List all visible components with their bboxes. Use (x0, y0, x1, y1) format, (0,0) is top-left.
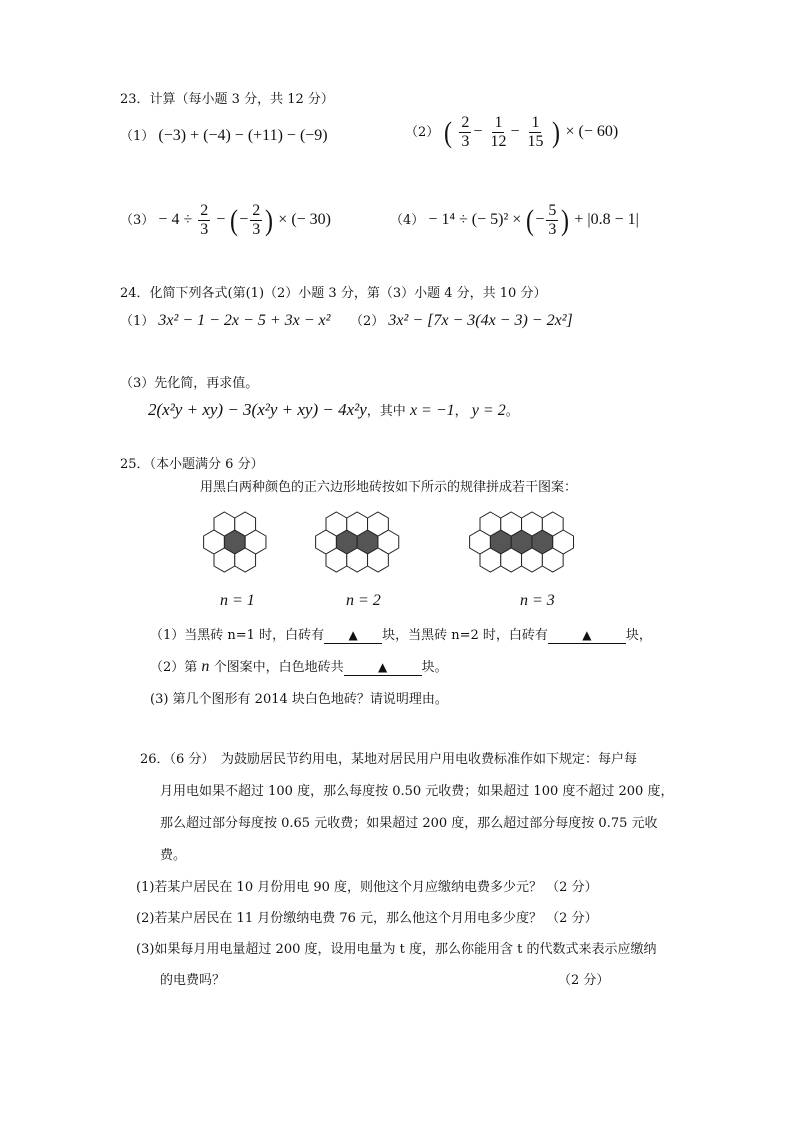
q24-part2 (350, 310, 573, 330)
q24-title: 24．化简下列各式(第(1)（2）小题 3 分，第（3）小题 4 分，共 10 分） (120, 286, 547, 301)
q23-part2: （2） ( $\frac{2}{3}$ − $\frac{1}{12}$ − $\frac{1}{15}$ ) × (− 60) (405, 114, 619, 150)
q25-title: 25．（本小题满分 6 分） (120, 457, 264, 472)
fraction: $\frac{1}{12}$ (490, 114, 507, 150)
q26-line4: 费。 (160, 848, 187, 863)
left-paren: ( (526, 203, 535, 237)
q23-p2-label: （2） (405, 125, 440, 141)
hexagon-tile-figures (190, 500, 640, 584)
q23-title: 23．计算（每小题 3 分，共 12 分） (120, 92, 334, 107)
q26-sub2: (2)若某户居民在 11 月份缴纳电费 76 元，那么他这个月用电多少度？ （2 分） (136, 911, 598, 926)
left-paren: ( (230, 203, 239, 237)
q26-sub3: (3)如果每月用电量超过 200 度，设用电量为 t 度，那么你能用含 t 的代数式来表示应缴纳 (136, 942, 657, 957)
q24-p2-expr: 3x² − [7x − 3(4x − 3) − 2x²] (388, 312, 573, 329)
q23-p3-pre: − 4 ÷ (158, 211, 193, 229)
caption-n2: n = 2 (346, 592, 381, 609)
q23-part3: （3） − 4 ÷ $\frac{2}{3}$ − (− $\frac{2}{3}$ ) × (− 30) (120, 202, 331, 238)
right-paren: ) (552, 115, 561, 149)
right-paren: ) (265, 203, 274, 237)
q24-p3-expr: 2(x²y + xy) − 3(x²y + xy) − 4x²y (148, 400, 367, 419)
q25-sub1: （1）当黑砖 n=1 时，白砖有 ▲ 块，当黑砖 n=2 时，白砖有 ▲ 块， (150, 628, 652, 643)
answer-blank[interactable]: ▲ (324, 628, 382, 644)
right-paren: ) (561, 203, 570, 237)
hex-patterns (204, 512, 574, 572)
caption-n1: n = 1 (220, 592, 255, 609)
fraction: $\frac{5}{3}$ (548, 202, 557, 238)
q23-p3-label: （3） (120, 213, 155, 229)
q26-sub3-cont: 的电费吗？ (160, 973, 226, 988)
q23-p4-tail: + |0.8 − 1| (574, 211, 639, 229)
q26-line2: 月用电如果不超过 100 度，那么每度按 0.50 元收费；如果超过 100 度不超过 200 度， (160, 784, 674, 799)
q24-p1-label: （1） (120, 314, 155, 329)
fraction: $\frac{2}{3}$ (461, 114, 470, 150)
q24-part3-label: （3）先化简，再求值。 (120, 376, 259, 391)
q26-line3: 那么超过部分每度按 0.65 元收费；如果超过 200 度，那么超过部分每度按 0.75 元收 (160, 816, 658, 831)
q24-cond-y: y = 2 (471, 402, 506, 419)
q26-sub1: (1)若某户居民在 10 月份用电 90 度，则他这个月应缴纳电费多少元？ （2 分） (136, 880, 598, 895)
q23-part4: （4） − 1⁴ ÷ (− 5)² × (− $\frac{5}{3}$ ) + |0.8 − 1| (390, 202, 639, 238)
q26-line1: 26．（6 分） 为鼓励居民节约用电，某地对居民用户用电收费标准作如下规定：每户每 (140, 752, 637, 767)
answer-blank[interactable]: ▲ (344, 660, 422, 676)
q24-cond-x: x = −1 (409, 402, 455, 419)
q25-sub2: （2）第 n 个图案中，白色地砖共 ▲ 块。 (150, 658, 448, 675)
q23-p4-label: （4） (390, 213, 425, 229)
q24-p2-label: （2） (350, 314, 385, 329)
answer-blank[interactable]: ▲ (548, 628, 626, 644)
q24-p1-expr: 3x² − 1 − 2x − 5 + 3x − x² (158, 312, 331, 329)
q23-p1-label: （1） (120, 129, 155, 144)
q24-part1 (120, 310, 330, 330)
q23-p2-tail: × (− 60) (565, 123, 619, 141)
fraction: $\frac{1}{15}$ (527, 114, 544, 150)
q23-p3-tail: × (− 30) (278, 211, 331, 229)
left-paren: ( (444, 115, 453, 149)
q23-part1 (120, 125, 328, 145)
q23-p4-expr: − 1⁴ ÷ (− 5)² × (428, 211, 522, 229)
fraction: $\frac{2}{3}$ (200, 202, 209, 238)
fraction: $\frac{2}{3}$ (252, 202, 261, 238)
caption-n3: n = 3 (520, 592, 555, 609)
q25-sub3: (3) 第几个图形有 2014 块白色地砖？请说明理由。 (150, 692, 448, 707)
q24-part3: 2(x²y + xy) − 3(x²y + xy) − 4x²y，其中 x = −1， y = 2。 (148, 400, 519, 419)
q25-intro: 用黑白两种颜色的正六边形地砖按如下所示的规律拼成若干图案： (200, 480, 578, 495)
q26-sub3-score: （2 分） (558, 973, 610, 988)
q23-p1-expr: (−3) + (−4) − (+11) − (−9) (158, 127, 328, 144)
